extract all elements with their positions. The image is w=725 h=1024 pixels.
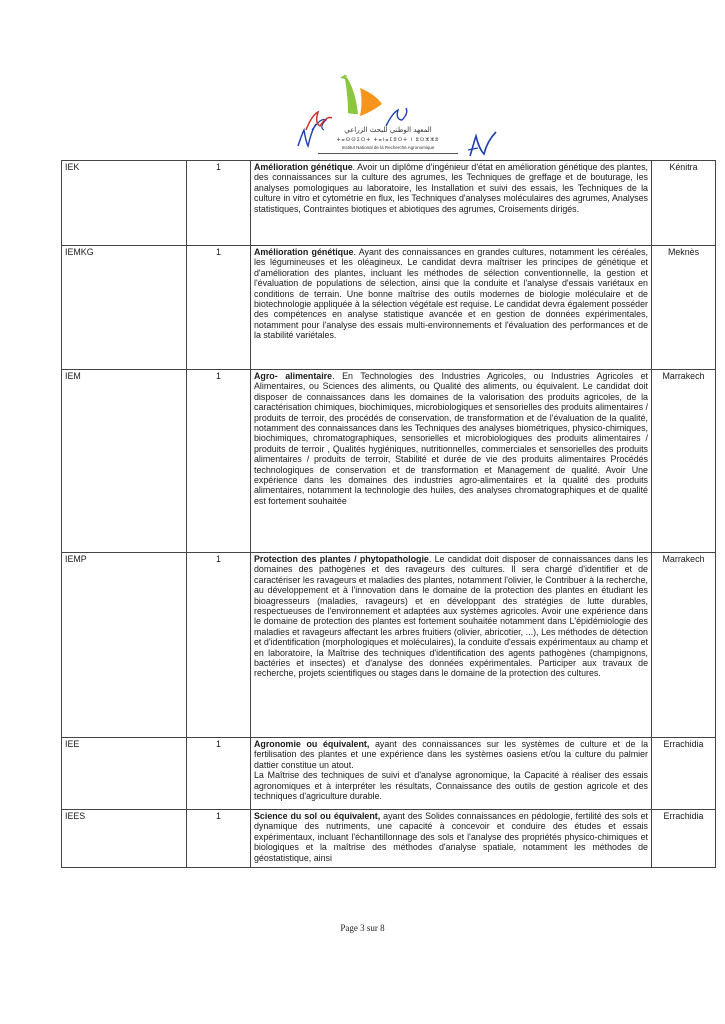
offer-description [251,553,652,738]
offer-description [251,370,652,553]
offer-code: IEMP [62,553,187,738]
offer-paragraph: La Maîtrise des techniques de suivi et d'analyse agronomique, la Capacité à réaliser des essais agronomiques et à interpréter les résultats, Connaissance des outils de gestion agricole et des techniques d'agriculture durable. [254,770,648,802]
offer-description [251,161,652,246]
institute-name-french: Institut National de la Recherche Agronomique [341,145,435,150]
table-row [62,810,716,868]
signature-red-icon [302,106,342,134]
offer-title: Amélioration génétique [254,162,353,172]
page-number: Page 3 sur 8 [340,923,385,933]
offer-posts: 1 [187,370,251,553]
offer-posts: 1 [187,738,251,810]
offer-title: Protection des plantes / phytopathologie [254,554,429,564]
offer-text: ayant des connaissances sur les systèmes de culture et de la fertilisation des plantes et une expérience dans les systèmes oasiens et/ou la culture du palmier dattier constitue un atout. [254,739,648,770]
offer-description [251,738,652,810]
offer-posts: 1 [187,553,251,738]
job-offers-table [61,160,716,868]
table-row [62,553,716,738]
page-header [0,0,725,160]
table-row [62,161,716,246]
table-row [62,246,716,370]
offer-posts: 1 [187,810,251,868]
offer-text: . Ayant des connaissances en grandes cultures, notamment les céréales, les légumineuses et les oléagineux. Le candidat devra maîtriser les principes de génétique et d'amélioration des plantes, incluant les méthodes de sélection conventionnelle, la gestion et l'évaluation de populations de sélection, ainsi que la conduite et l'analyse d'essais variétaux en conditions de terrain. Une bonne maîtrise des outils modernes de biologie moléculaire et de biotechnologie appliquée à la sélection végétale est requise. Le candidat devra également posséder des compétences en analyse statistique avancée et en gestion de données expérimentales, notamment pour l'analyse des essais multi-environnements et l'évaluation des performances et de la stabilité variétales. [254,247,648,341]
offer-title: Agro- alimentaire [254,371,333,381]
offer-code: IEM [62,370,187,553]
offer-city: Meknès [652,246,716,370]
offer-code: IEES [62,810,187,868]
offer-paragraph [254,739,648,770]
offer-text: ayant des Solides connaissances en pédologie, fertilité des sols et dynamique des nutriments, une capacité à concevoir et conduire des études et essais expérimentaux, incluant l'échantillonnage des sols et l'analyse des propriétés physico-chimiques et biologiques et la maîtrise des méthodes d'analyse spatiale, notamment les méthodes de géostatistique, ainsi [254,811,649,863]
signature-blue-top-icon [380,104,412,130]
offer-code: IEE [62,738,187,810]
institute-underline [318,153,458,154]
offer-city: Marrakech [652,553,716,738]
offer-description [251,810,652,868]
table-row [62,370,716,553]
offer-code: IEK [62,161,187,246]
offer-title: Science du sol ou équivalent, [254,811,381,821]
table-row [62,738,716,810]
offer-city: Kénitra [652,161,716,246]
institute-name-arabic: المعهد الوطني للبحث الزراعي [344,126,432,134]
institute-name-amazigh: ⵜⴰⵙⵙⵉⵔⵜ ⵜⴰⵏⴰⵎⵓⵔⵜ ⵏ ⵓⵔⵣⵣⵓ [336,137,440,143]
offer-posts: 1 [187,161,251,246]
signature-blue-right-icon [466,128,500,162]
offer-text: . Le candidat doit disposer de connaissances dans les domaines des pathogènes et des ravageurs des cultures. Il sera chargé d'identifier et de caractériser les ravageurs et maladies des plantes, notamment l'olivier, le Contribuer à la recherche, au développement et à l'innovation dans le domaine de la protection des plantes en étudiant les bioagresseurs (maladies, ravageurs) et en développant des stratégies de lutte durables, respectueuses de l'environnement et adaptées aux systèmes agricoles. Avoir une expérience dans le domaine de protection des plantes est fortement souhaitée notamment dans L'épidémiologie des maladies et ravageurs affectant les arbres fruitiers (olivier, abricotier, ...), Les méthodes de détection et d'identification (morphologiques et moléculaires), la conduite d'essais expérimentaux au champ et en laboratoire, la Maîtrise des techniques d'identification des agents pathogènes (champignons, bactéries et insectes) et d'analyse des données expérimentales. Participer aux travaux de recherche, projets scientifiques ou stages dans le domaine de la protection des cultures. [254,554,648,679]
offer-code: IEMKG [62,246,187,370]
offer-city: Errachidia [652,810,716,868]
offer-description [251,246,652,370]
offer-city: Marrakech [652,370,716,553]
offer-posts: 1 [187,246,251,370]
offer-city: Errachidia [652,738,716,810]
offer-text: . En Technologies des Industries Agricoles, ou Industries Agricoles et Alimentaires, ou Sciences des aliments, ou Qualité des aliments, ou équivalent. Le candidat doit disposer de connaissances dans les domaines de la valorisation des produits agricoles, de la caractérisation chimiques, biochimiques, microbiologiques et sensorielles des produits alimentaires / produits de terroir, des procédés de conservation, de transformation et de l'évaluation de la qualité, notamment des connaissances dans les Techniques des analyses biométriques, physico-chimiques, biochimiques, chromatographiques, sensorielles et microbiologiques des produits alimentaires / produits de terroir , Qualités hygiéniques, nutritionnelles, commerciales et sensorielles des produits alimentaires / produits de terroir, Stabilité et durée de vie des produits alimentaires Procédés technologiques de conservation et de transformation et Management de qualité. Avoir Une expérience dans les domaines des industries agro-alimentaires et la qualité des produits alimentaires, notamment la technologie des huiles, des analyses chromatographiques et de qualité est fortement souhaitée [254,371,648,506]
offer-title: Amélioration génétique [254,247,354,257]
offer-text: . Avoir un diplôme d'ingénieur d'état en amélioration génétique des plantes, des connaissances sur la culture des agrumes, les Techniques de greffage et de bouturage, les analyses pomologiques au laboratoire, les Installation et suivi des essais, les Techniques de la culture in vitro et cytométrie en flux, les Techniques d'analyses moléculaires des agrumes, Analyses statistiques, Contraintes biotiques et abiotiques des agrumes, Croisements dirigés. [254,162,648,214]
offer-title: Agronomie ou équivalent, [254,739,370,749]
